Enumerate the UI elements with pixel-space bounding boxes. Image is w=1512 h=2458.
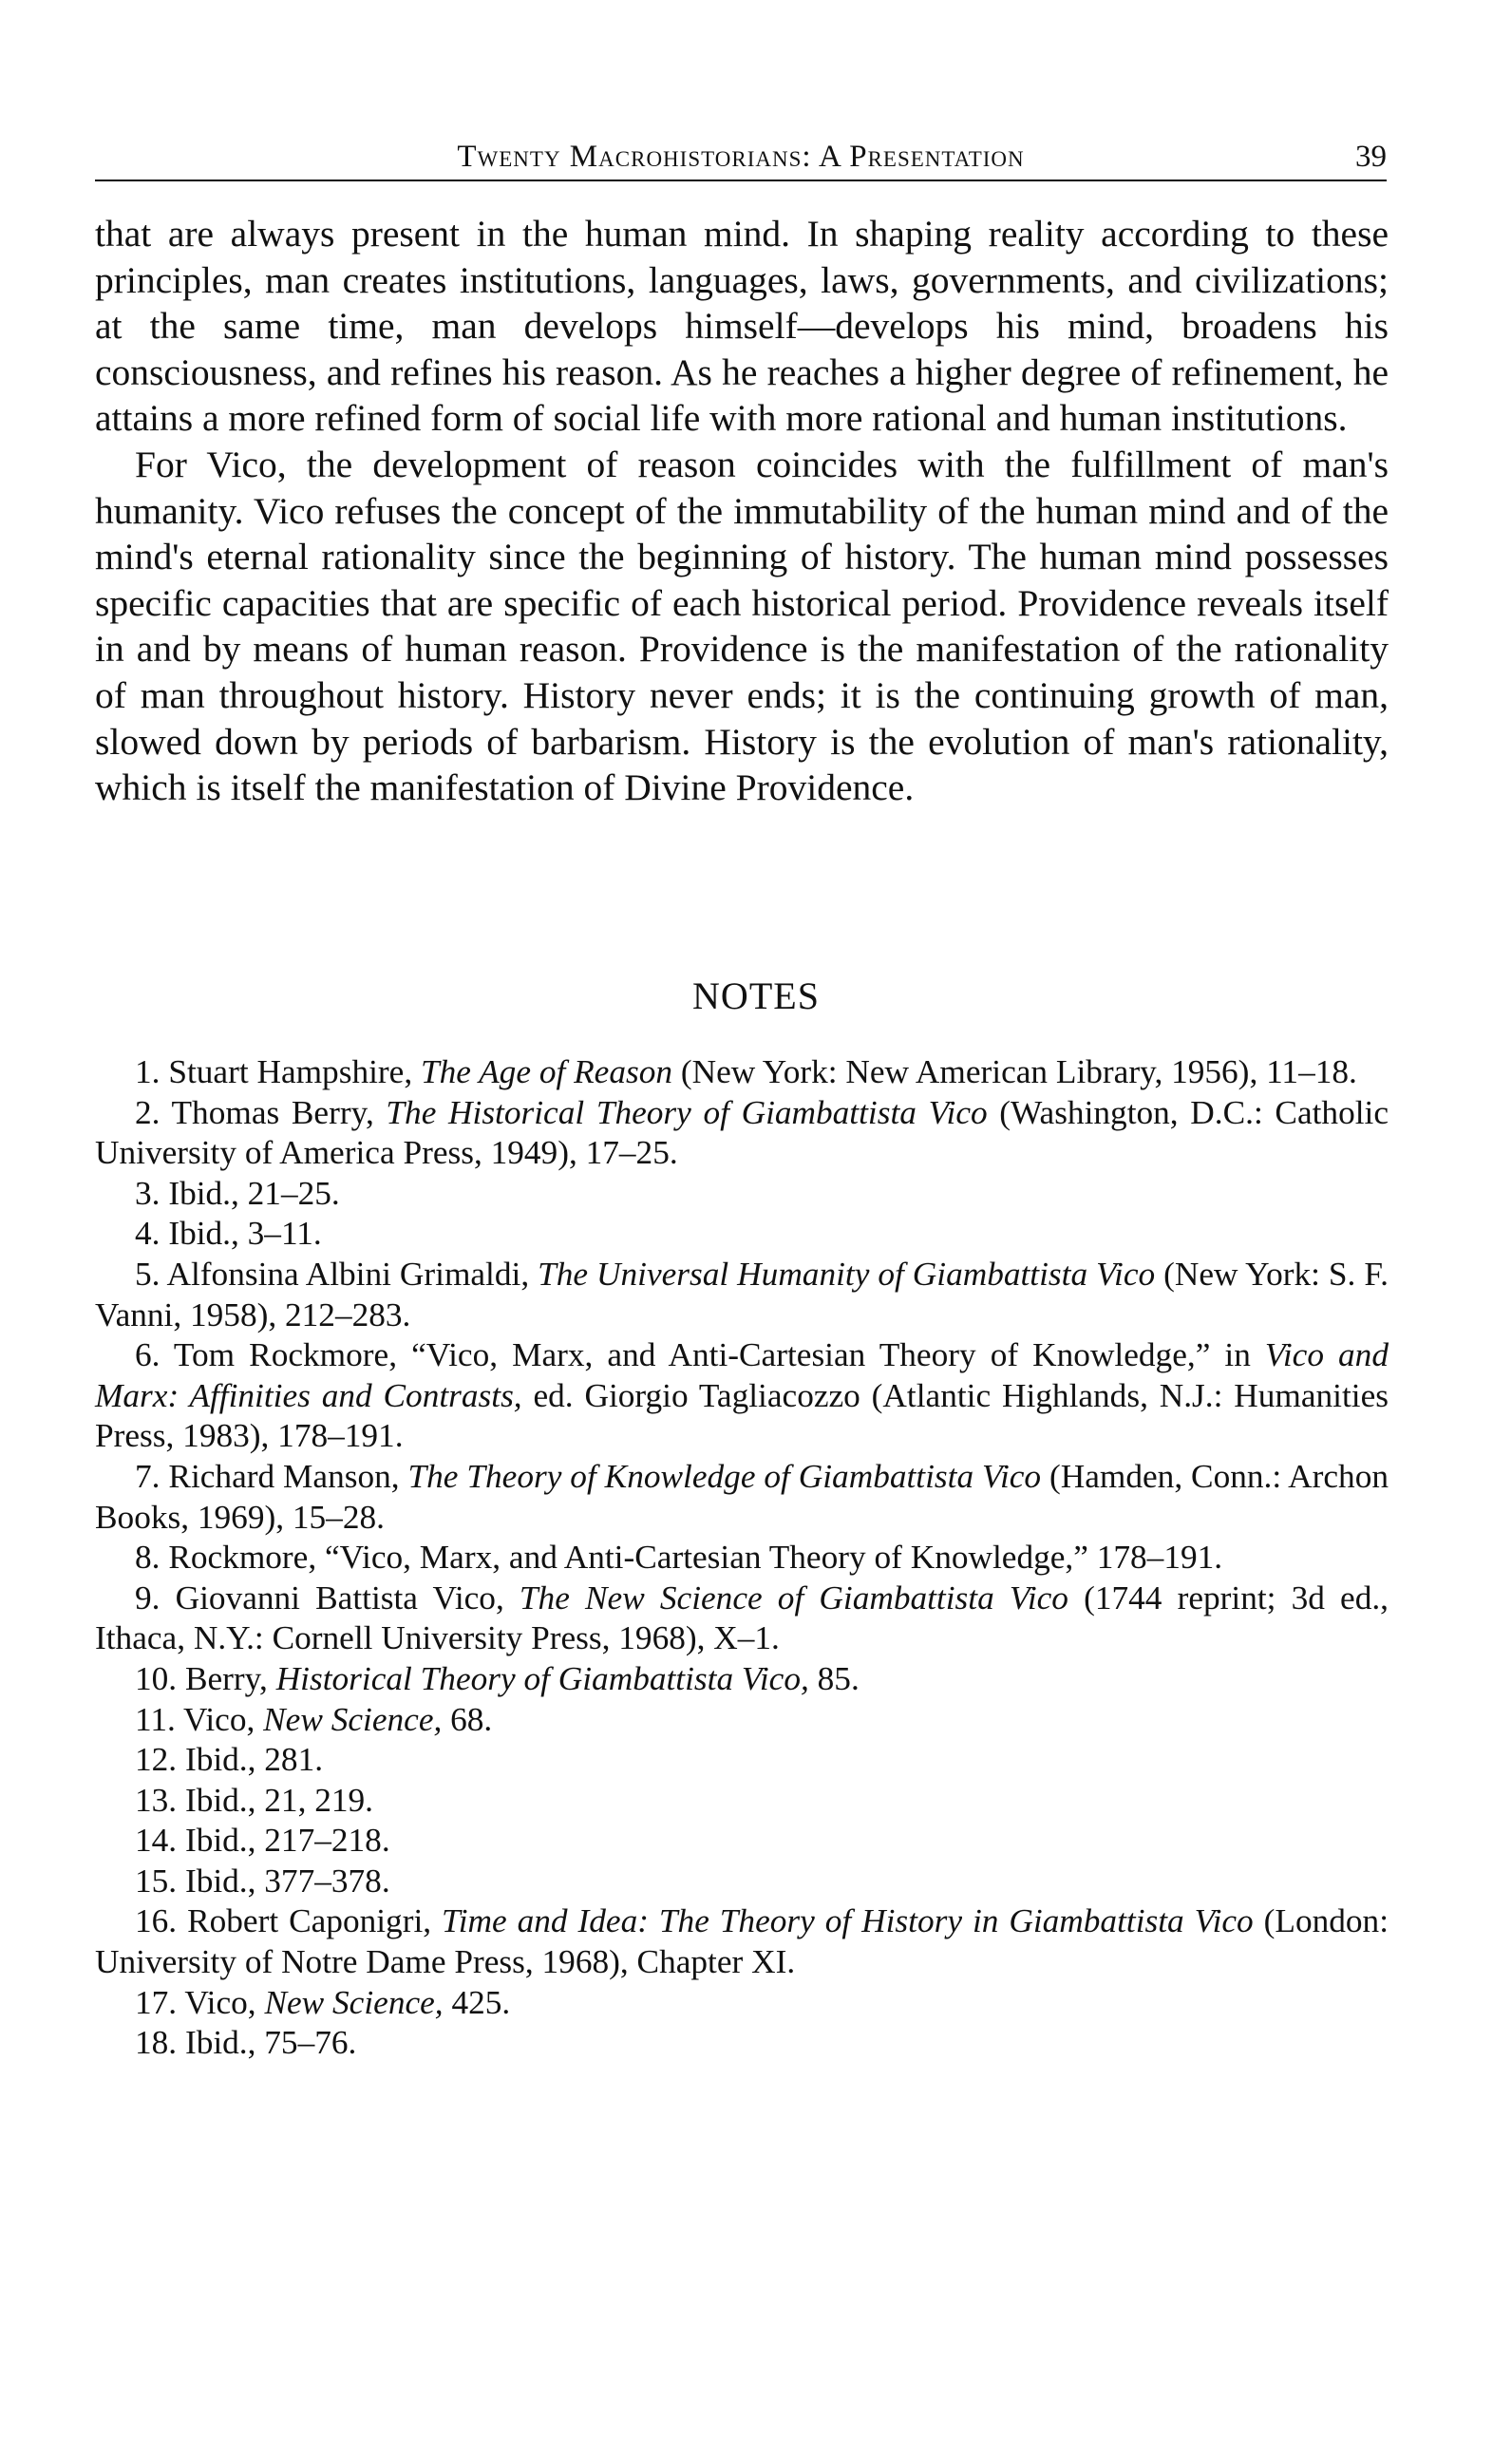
- paragraph-vico-reason: For Vico, the development of reason coincides with the fulfillment of man's humanity. Vico refuses the concept of the immutability of the human mind and of the mind's eternal rationality since the beginning of history. The human mind possesses specific capacities that are specific of each historical period. Providence reveals itself in and by means of human reason. Providence is the manifestation of the rationality of man throughout history. History never ends; it is the continuing growth of man, slowed down by periods of barbarism. History is the evolution of man's rationality, which is itself the manifestation of Divine Providence.: [95, 443, 1389, 809]
- note-18: [95, 2023, 1389, 2064]
- note-number: 9.: [135, 1579, 161, 1617]
- note-number: 15.: [135, 1862, 178, 1900]
- note-15: [95, 1862, 1389, 1902]
- note-title: The Historical Theory of Giambattista Vico: [386, 1093, 988, 1131]
- notes-heading: NOTES: [692, 974, 820, 1017]
- note-number: 6.: [135, 1336, 161, 1374]
- note-text: (New York: S. F. Vanni, 1958), 212–283.: [95, 1255, 1389, 1333]
- running-head: [95, 138, 1387, 181]
- note-text: 85.: [808, 1659, 860, 1697]
- note-text: Ibid., 21–25.: [168, 1174, 340, 1212]
- note-16: [95, 1901, 1389, 1982]
- running-title: Twenty Macrohistorians: A Presentation: [457, 140, 1025, 174]
- page-number: 39: [1355, 140, 1387, 174]
- note-13: [95, 1781, 1389, 1822]
- note-8: [95, 1538, 1389, 1579]
- note-text: (1744 reprint; 3d ed., Ithaca, N.Y.: Cornell University Press, 1968), X–1.: [95, 1579, 1389, 1657]
- note-title: The Age of Reason: [420, 1053, 673, 1090]
- note-number: 1.: [135, 1053, 161, 1090]
- note-text: Vico,: [184, 1983, 265, 2021]
- note-text: Stuart Hampshire,: [168, 1053, 421, 1090]
- note-12: [95, 1740, 1389, 1781]
- note-14: [95, 1821, 1389, 1862]
- note-9: [95, 1579, 1389, 1659]
- notes-list: [95, 1052, 1389, 2064]
- note-10: [95, 1659, 1389, 1700]
- note-text: (London: University of Notre Dame Press, 1968), Chapter XI.: [95, 1902, 1389, 1981]
- note-text: Tom Rockmore, “Vico, Marx, and Anti-Cartesian Theory of Knowledge,” in: [173, 1336, 1265, 1374]
- note-number: 8.: [135, 1539, 161, 1577]
- note-text: Thomas Berry,: [171, 1093, 387, 1131]
- note-number: 17.: [135, 1983, 178, 2021]
- note-17: [95, 1983, 1389, 2024]
- note-title: The Theory of Knowledge of Giambattista Vico: [407, 1457, 1042, 1495]
- note-text: Ibid., 21, 219.: [184, 1781, 373, 1819]
- note-title: Historical Theory of Giambattista Vico,: [275, 1659, 809, 1697]
- note-3: [95, 1174, 1389, 1215]
- note-number: 14.: [135, 1822, 178, 1860]
- note-text: (Washington, D.C.: Catholic University of America Press, 1949), 17–25.: [95, 1093, 1389, 1172]
- note-text: Ibid., 281.: [184, 1741, 324, 1779]
- note-text: Rockmore, “Vico, Marx, and Anti-Cartesian Theory of Knowledge,” 178–191.: [168, 1539, 1223, 1577]
- note-text: Ibid., 377–378.: [184, 1862, 390, 1900]
- note-title: The Universal Humanity of Giambattista Vico: [538, 1255, 1156, 1293]
- note-text: Richard Manson,: [168, 1457, 408, 1495]
- note-title: New Science,: [263, 1700, 443, 1738]
- note-6: [95, 1335, 1389, 1457]
- note-title: Vico and Marx: Affinities and Contrasts,: [95, 1336, 1389, 1414]
- note-text: Berry,: [184, 1659, 276, 1697]
- note-text: Ibid., 217–218.: [184, 1822, 390, 1860]
- note-number: 13.: [135, 1781, 178, 1819]
- note-text: Robert Caponigri,: [187, 1902, 443, 1940]
- note-number: 5.: [135, 1255, 161, 1293]
- note-text: Alfonsina Albini Grimaldi,: [166, 1255, 539, 1293]
- note-title: New Science,: [264, 1983, 444, 2021]
- paragraph-continuation: that are always present in the human mind. In shaping reality according to these principles, man creates institutions, languages, laws, governments, and civilizations; at the same time, man develops himself—develops his mind, broadens his consciousness, and refines his reason. As he reaches a higher degree of refinement, he attains a more refined form of social life with more rational and human institutions.: [95, 213, 1389, 440]
- body-text: [95, 211, 1389, 811]
- note-text: Vico,: [183, 1700, 264, 1738]
- note-number: 11.: [135, 1700, 176, 1738]
- note-number: 4.: [135, 1215, 161, 1253]
- note-number: 16.: [135, 1902, 178, 1940]
- note-text: (New York: New American Library, 1956), 11–18.: [672, 1053, 1357, 1090]
- note-11: [95, 1700, 1389, 1741]
- note-7: [95, 1457, 1389, 1538]
- note-title: The New Science of Giambattista Vico: [519, 1579, 1068, 1617]
- note-number: 12.: [135, 1741, 178, 1779]
- note-text: 68.: [442, 1700, 493, 1738]
- note-text: 425.: [443, 1983, 511, 2021]
- note-1: [95, 1052, 1389, 1093]
- note-number: 10.: [135, 1659, 178, 1697]
- note-5: [95, 1255, 1389, 1335]
- note-2: [95, 1093, 1389, 1174]
- note-number: 3.: [135, 1174, 161, 1212]
- note-title: Time and Idea: The Theory of History in Giambattista Vico: [442, 1902, 1254, 1940]
- note-text: (Hamden, Conn.: Archon Books, 1969), 15–28.: [95, 1457, 1389, 1536]
- note-text: Ibid., 75–76.: [184, 2024, 357, 2062]
- note-number: 7.: [135, 1457, 161, 1495]
- note-text: ed. Giorgio Tagliacozzo (Atlantic Highlands, N.J.: Humanities Press, 1983), 178–191.: [95, 1376, 1389, 1455]
- note-number: 2.: [135, 1093, 161, 1131]
- note-text: Ibid., 3–11.: [168, 1215, 322, 1253]
- note-text: Giovanni Battista Vico,: [175, 1579, 520, 1617]
- note-4: [95, 1214, 1389, 1255]
- note-number: 18.: [135, 2024, 178, 2062]
